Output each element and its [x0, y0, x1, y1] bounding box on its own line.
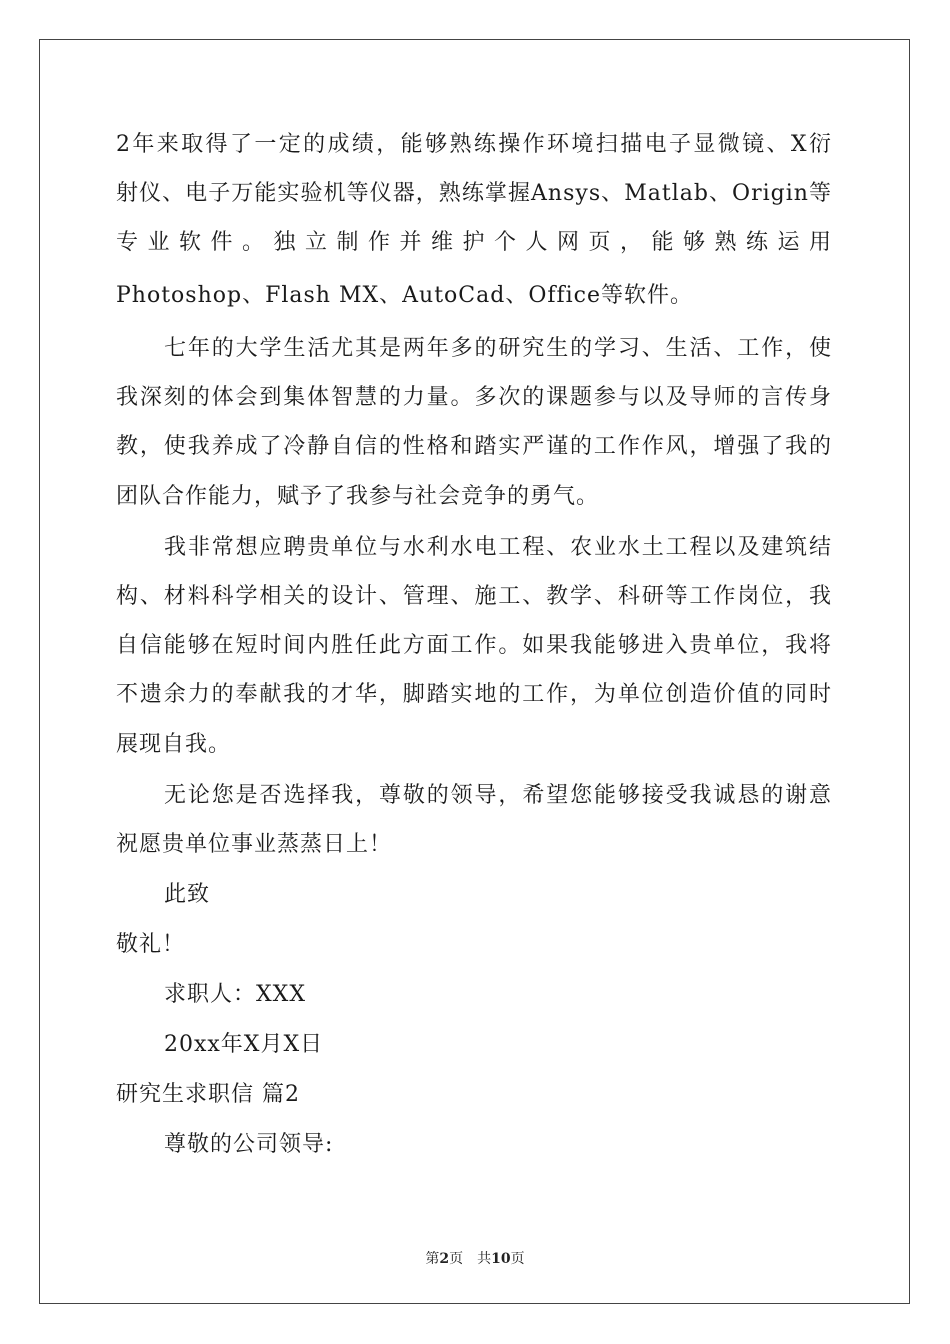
- body-line: 无论您是否选择我，尊敬的领导，希望您能够接受我诚恳的谢意: [164, 783, 832, 808]
- body-line: 2年来取得了一定的成绩，能够熟练操作环境扫描电子显微镜、X衍: [116, 132, 832, 157]
- greeting-line: 尊敬的公司领导:: [164, 1132, 334, 1157]
- body-line: 专业软件。独立制作并维护个人网页，能够熟练运用: [116, 230, 832, 255]
- body-line: 构、材料科学相关的设计、管理、施工、教学、科研等工作岗位，我: [116, 584, 832, 609]
- body-line: 祝愿贵单位事业蒸蒸日上！: [116, 832, 393, 857]
- closing-regards: 敬礼！: [116, 932, 186, 957]
- body-line: 展现自我。: [116, 732, 232, 757]
- body-line: 七年的大学生活尤其是两年多的研究生的学习、生活、工作，使: [164, 336, 832, 361]
- page-prefix: 第: [425, 1251, 440, 1267]
- body-line: 不遗余力的奉献我的才华，脚踏实地的工作，为单位创造价值的同时: [116, 682, 832, 707]
- applicant-signature: 求职人：XXX: [164, 982, 306, 1007]
- current-page-number: 2: [439, 1251, 450, 1267]
- total-page-number: 10: [491, 1251, 511, 1267]
- page-footer: [0, 1248, 950, 1268]
- body-line: 我深刻的体会到集体智慧的力量。多次的课题参与以及导师的言传身: [116, 385, 832, 410]
- page-suffix: 页: [510, 1251, 525, 1267]
- body-line: 我非常想应聘贵单位与水利水电工程、农业水土工程以及建筑结: [164, 535, 832, 560]
- page-mid: 页 共: [449, 1251, 492, 1267]
- body-line: 团队合作能力，赋予了我参与社会竞争的勇气。: [116, 484, 600, 509]
- section-heading: 研究生求职信 篇2: [116, 1082, 300, 1107]
- body-line: 射仪、电子万能实验机等仪器，熟练掌握Ansys、Matlab、Origin等: [116, 181, 832, 206]
- body-line: 教，使我养成了冷静自信的性格和踏实严谨的工作作风，增强了我的: [116, 434, 832, 459]
- body-line: Photoshop、Flash MX、AutoCad、Office等软件。: [116, 283, 694, 308]
- letter-date: 20xx年X月X日: [164, 1032, 324, 1057]
- body-line: 自信能够在短时间内胜任此方面工作。如果我能够进入贵单位，我将: [116, 633, 832, 658]
- closing-salutation: 此致: [164, 882, 211, 907]
